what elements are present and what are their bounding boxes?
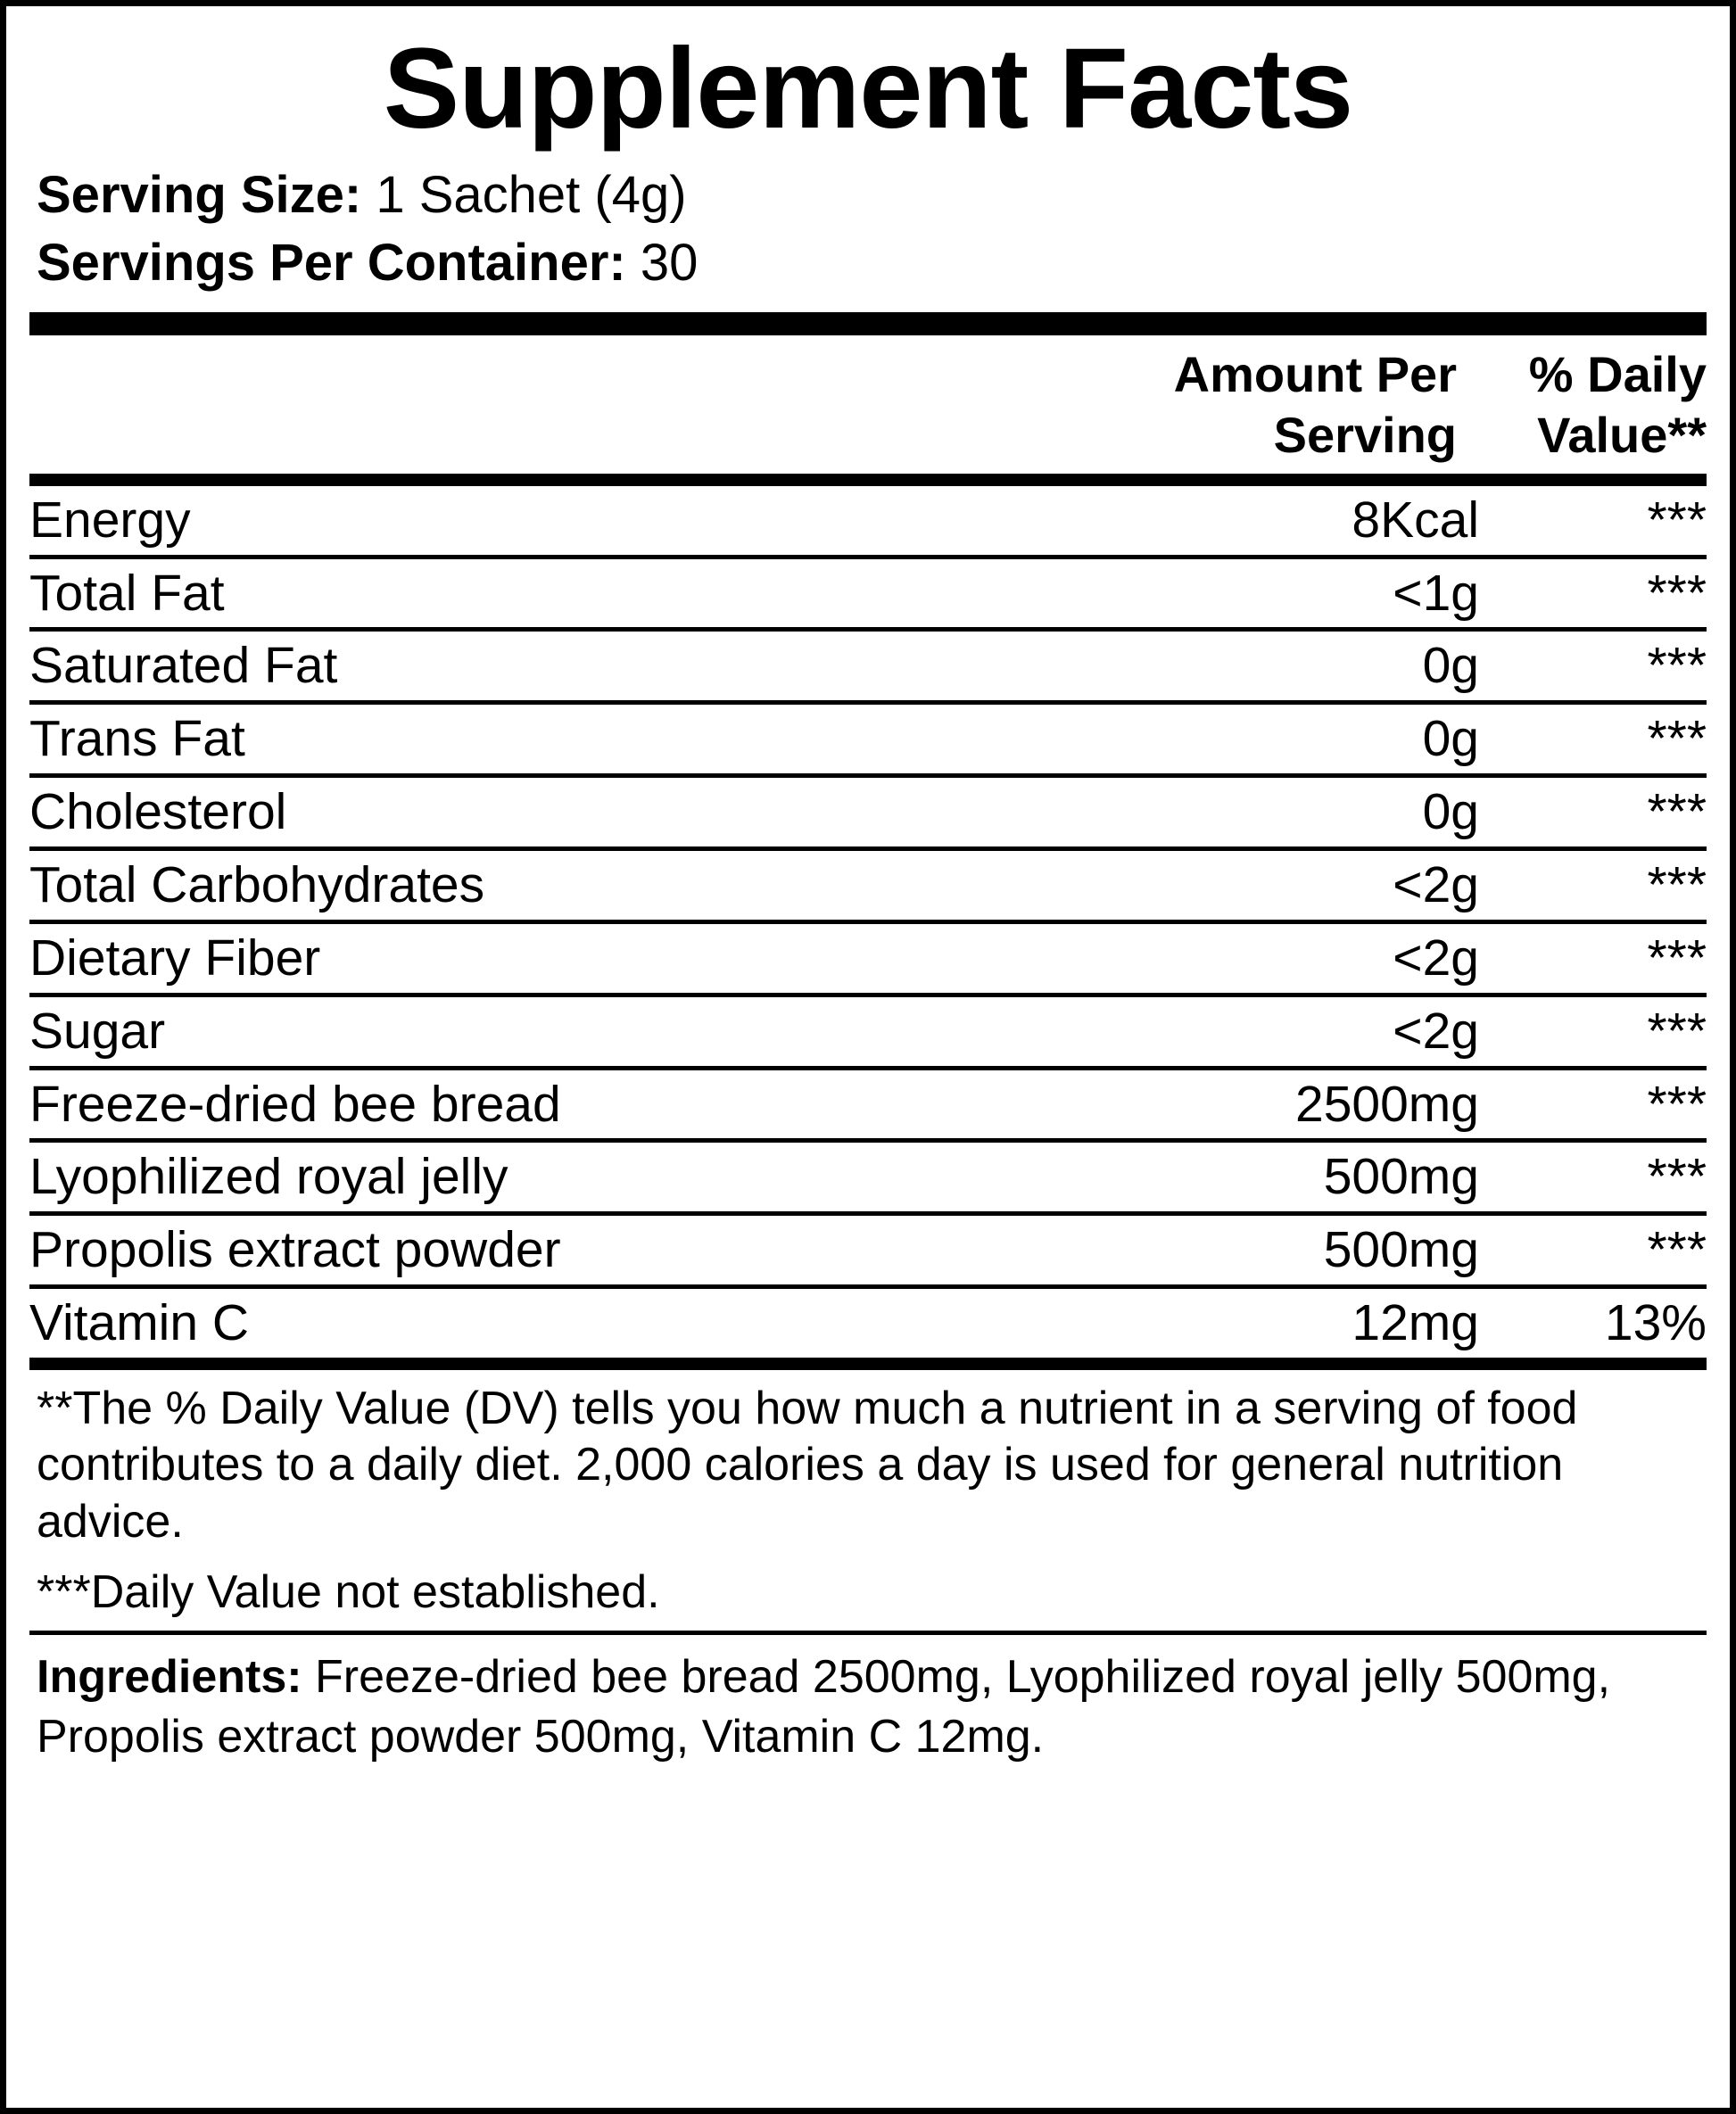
- nutrient-name: Freeze-dried bee bread: [29, 1068, 1104, 1141]
- nutrient-amount: <1g: [1104, 557, 1479, 630]
- nutrient-daily-value: ***: [1479, 921, 1707, 995]
- nutrient-daily-value: ***: [1479, 849, 1707, 922]
- table-row: [29, 557, 1707, 630]
- nutrient-name: Saturated Fat: [29, 630, 1104, 703]
- table-row: [29, 1141, 1707, 1214]
- serving-size-line: [29, 161, 1707, 228]
- nutrient-amount: 0g: [1104, 630, 1479, 703]
- nutrition-table: [29, 486, 1707, 1358]
- page-title: Supplement Facts: [383, 25, 1353, 153]
- nutrient-name: Energy: [29, 486, 1104, 557]
- column-headers: [29, 335, 1707, 474]
- nutrient-daily-value: ***: [1479, 703, 1707, 776]
- footnote-not-established: ***Daily Value not established.: [37, 1566, 660, 1619]
- nutrient-amount: <2g: [1104, 995, 1479, 1068]
- nutrient-name: Cholesterol: [29, 776, 1104, 849]
- nutrient-daily-value: ***: [1479, 630, 1707, 703]
- table-row: [29, 1068, 1707, 1141]
- serving-size-label: Serving Size:: [37, 166, 362, 225]
- ingredients-label: Ingredients:: [37, 1650, 302, 1703]
- table-row: [29, 486, 1707, 557]
- nutrient-daily-value: ***: [1479, 1068, 1707, 1141]
- table-row: [29, 1214, 1707, 1287]
- divider-medium-bottom: [29, 1358, 1707, 1370]
- divider-thick-top: [29, 312, 1707, 335]
- ingredients-text: Freeze-dried bee bread 2500mg, Lyophilized royal jelly 500mg, Propolis extract powder 500mg, Vitamin C 12mg.: [37, 1650, 1611, 1763]
- nutrient-amount: 0g: [1104, 776, 1479, 849]
- nutrient-daily-value: ***: [1479, 1141, 1707, 1214]
- ingredients-section: [29, 1635, 1707, 1768]
- table-row: [29, 849, 1707, 922]
- serving-size-value: 1 Sachet (4g): [376, 166, 687, 225]
- divider-medium-header: [29, 474, 1707, 486]
- nutrient-name: Vitamin C: [29, 1294, 250, 1352]
- nutrient-amount: 8Kcal: [1104, 486, 1479, 557]
- nutrient-amount: <2g: [1104, 849, 1479, 922]
- table-row: [29, 921, 1707, 995]
- nutrient-name: Sugar: [29, 995, 1104, 1068]
- table-row: [29, 776, 1707, 849]
- nutrient-daily-value: ***: [1479, 1214, 1707, 1287]
- nutrient-amount: 12mg: [1352, 1294, 1479, 1352]
- servings-per-container-label: Servings Per Container:: [37, 233, 626, 292]
- table-row: [29, 630, 1707, 703]
- nutrient-amount: 500mg: [1104, 1141, 1479, 1214]
- footnote-daily-value: **The % Daily Value (DV) tells you how much a nutrient in a serving of food contributes to a daily diet. 2,000 calories a day is used for general nutrition advice.: [37, 1382, 1578, 1548]
- nutrient-name: Lyophilized royal jelly: [29, 1141, 1104, 1214]
- nutrient-daily-value: ***: [1479, 486, 1707, 557]
- table-row: [29, 1287, 1707, 1358]
- nutrient-daily-value: ***: [1479, 995, 1707, 1068]
- header-amount-per-serving: Amount Per Serving: [1173, 346, 1457, 464]
- nutrient-name: Trans Fat: [29, 703, 1104, 776]
- nutrient-amount: 500mg: [1104, 1214, 1479, 1287]
- nutrient-amount: 2500mg: [1104, 1068, 1479, 1141]
- header-percent-daily-value: % Daily Value**: [1528, 346, 1707, 464]
- nutrient-daily-value: ***: [1479, 776, 1707, 849]
- table-row: [29, 995, 1707, 1068]
- nutrient-name: Propolis extract powder: [29, 1214, 1104, 1287]
- nutrient-amount: 0g: [1104, 703, 1479, 776]
- nutrient-name: Dietary Fiber: [29, 921, 1104, 995]
- servings-per-container-line: [29, 229, 1707, 296]
- nutrient-amount: <2g: [1104, 921, 1479, 995]
- nutrient-name: Total Fat: [29, 557, 1104, 630]
- table-row: [29, 703, 1707, 776]
- nutrient-daily-value: ***: [1479, 557, 1707, 630]
- servings-per-container-value: 30: [640, 233, 699, 292]
- nutrient-daily-value: 13%: [1604, 1294, 1707, 1352]
- footnotes: [29, 1370, 1707, 1631]
- nutrient-name: Total Carbohydrates: [29, 849, 1104, 922]
